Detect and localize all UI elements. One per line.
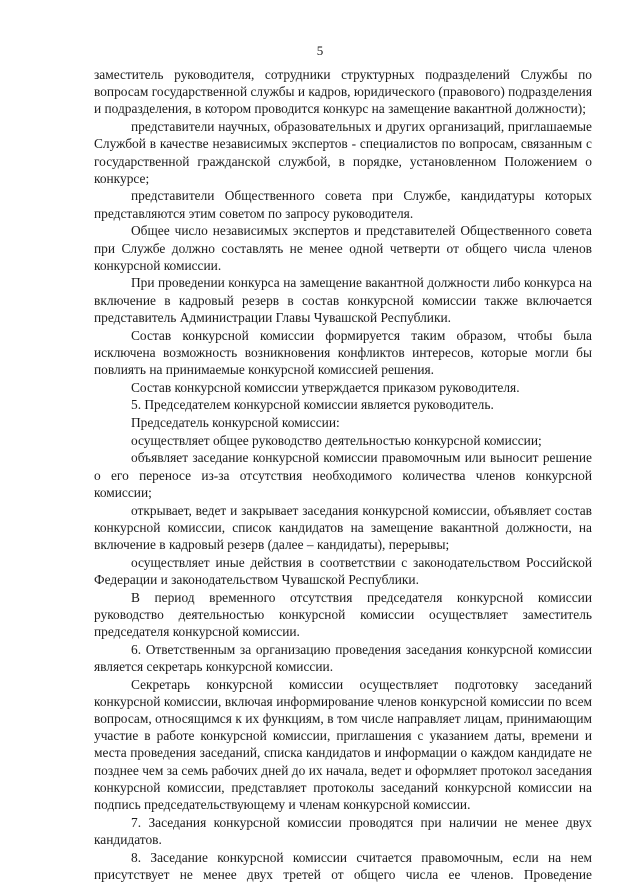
paragraph: Состав конкурсной комиссии утверждается приказом руководителя. bbox=[131, 379, 520, 395]
paragraph: При проведении конкурса на замещение вакантной должности либо конкурса на включение в кадровый резерв в состав конкурсной комиссии также включается представитель Администрации Главы Чувашской Республики. bbox=[94, 275, 592, 325]
paragraph: открывает, ведет и закрывает заседания конкурсной комиссии, объявляет состав конкурсной комиссии, список кандидатов на замещение вакантной должности, на включение в кадровый резерв (далее – кандидаты), перерывы; bbox=[94, 502, 592, 552]
page-number: 5 bbox=[316, 43, 324, 58]
paragraph: представители Общественного совета при Службе, кандидатуры которых представляются этим советом по запросу руководителя. bbox=[94, 188, 592, 221]
paragraph: В период временного отсутствия председателя конкурсной комиссии руководство деятельностью конкурсной комиссии осуществляет заместитель председателя конкурсной комиссии. bbox=[94, 589, 592, 639]
paragraph: осуществляет общее руководство деятельностью конкурсной комиссии; bbox=[131, 432, 542, 448]
paragraph: представители научных, образовательных и других организаций, приглашаемые Службой в качестве независимых экспертов - специалистов по вопросам, связанным с государственной гражданской службой, в порядке, установленном Положением о конкурсе; bbox=[94, 119, 592, 186]
paragraph: Общее число независимых экспертов и представителей Общественного совета при Службе должно составлять не менее одной четверти от общего числа членов конкурсной комиссии. bbox=[94, 223, 592, 273]
paragraph: 7. Заседания конкурсной комиссии проводятся при наличии не менее двух кандидатов. bbox=[94, 814, 592, 847]
paragraph: заместитель руководителя, сотрудники структурных подразделений Службы по вопросам государственной службы и кадров, юридического (правового) подразделения и подразделения, в котором проводится конкурс на замещение вакантной должности); bbox=[94, 67, 592, 117]
paragraph: 6. Ответственным за организацию проведения заседания конкурсной комиссии является секретарь конкурсной комиссии. bbox=[94, 641, 592, 674]
paragraph: 5. Председателем конкурсной комиссии является руководитель. bbox=[131, 397, 494, 413]
paragraph: Председатель конкурсной комиссии: bbox=[131, 415, 340, 431]
paragraph: Секретарь конкурсной комиссии осуществляет подготовку заседаний конкурсной комиссии, включая информирование членов конкурсной комиссии по всем вопросам, относящимся к их функциям, в том числе направляет лицам, принимающим участие в работе конкурсной комиссии, приглашения с указанием даты, времени и места проведения заседаний, списка кандидатов и информации о каждом кандидате не позднее чем за семь рабочих дней до их начала, ведет и оформляет протокол заседания конкурсной комиссии, представляет протоколы заседаний конкурсной комиссии на подпись председательствующему и членам конкурсной комиссии. bbox=[94, 676, 592, 813]
paragraph: 8. Заседание конкурсной комиссии считается правомочным, если на нем присутствует не менее двух третей от общего числа ее членов. Проведение bbox=[94, 849, 592, 882]
paragraph: Состав конкурсной комиссии формируется таким образом, чтобы была исключена возможность возникновения конфликтов интересов, которые могли бы повлиять на принимаемые конкурсной комиссией решения. bbox=[94, 327, 592, 377]
paragraph: объявляет заседание конкурсной комиссии правомочным или выносит решение о его переносе из-за отсутствия необходимого количества членов конкурсной комиссии; bbox=[94, 450, 592, 500]
paragraph: осуществляет иные действия в соответствии с законодательством Российской Федерации и законодательством Чувашской Республики. bbox=[94, 554, 592, 587]
document-body bbox=[94, 66, 592, 884]
